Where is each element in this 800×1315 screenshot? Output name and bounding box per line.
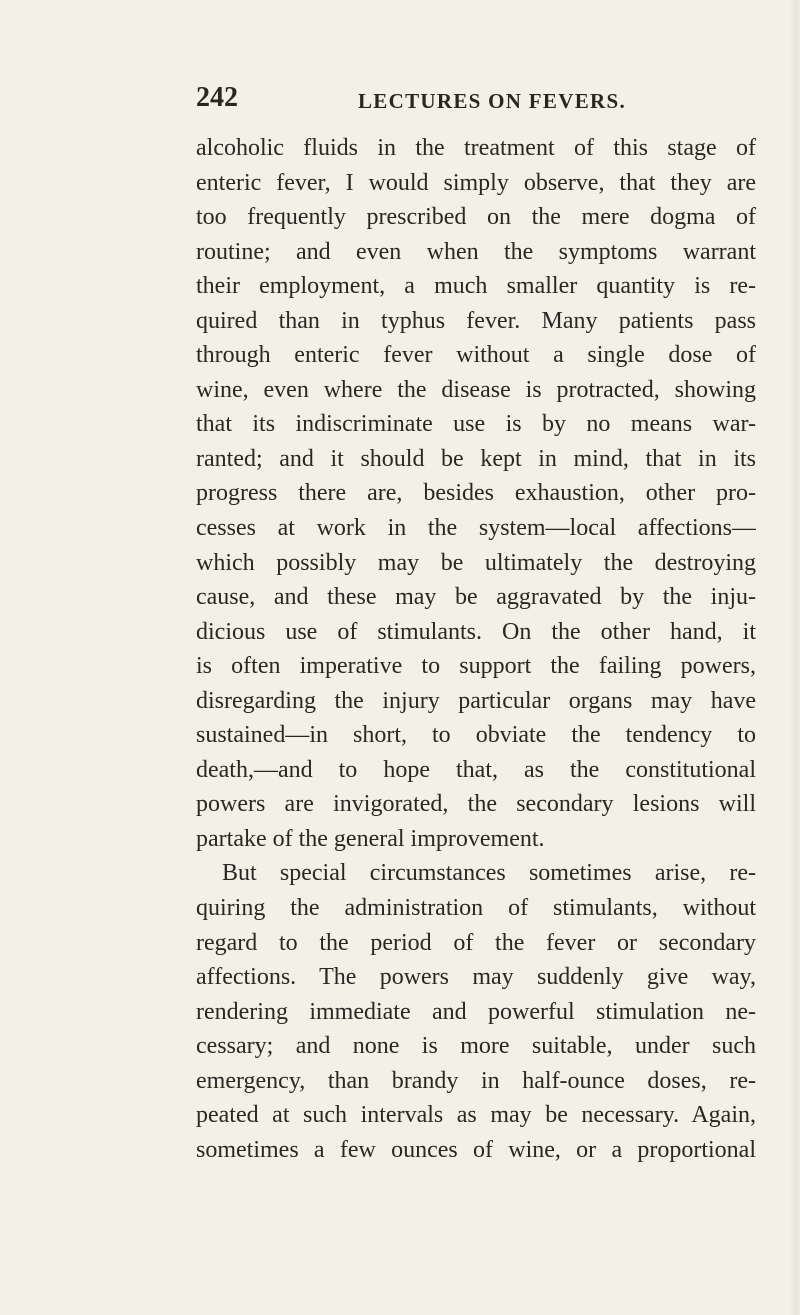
paragraph-end-line: partake of the general improvement.	[196, 825, 545, 852]
text-line: which possibly may be ultimately the destroying	[196, 549, 756, 576]
text-line: routine; and even when the symptoms warrant	[196, 238, 756, 265]
page-number: 242	[196, 82, 238, 113]
text-line: affections. The powers may suddenly give way,	[196, 964, 756, 991]
text-line: disregarding the injury particular organs may have	[196, 687, 756, 714]
text-line: wine, even where the disease is protracted, showing	[196, 376, 756, 403]
running-head: LECTURES ON FEVERS.	[358, 89, 627, 113]
text-line: too frequently prescribed on the mere dogma of	[196, 204, 756, 231]
text-line: cause, and these may be aggravated by the inju-	[196, 584, 756, 611]
paragraph-start-line: But special circumstances sometimes arise, re-	[222, 860, 756, 887]
text-line: progress there are, besides exhaustion, other pro-	[196, 480, 756, 507]
body-text	[196, 131, 756, 1167]
text-line: rendering immediate and powerful stimulation ne-	[196, 998, 756, 1025]
text-line: quired than in typhus fever. Many patients pass	[196, 307, 756, 334]
text-line: emergency, than brandy in half-ounce doses, re-	[196, 1067, 756, 1094]
text-line: sustained—in short, to obviate the tendency to	[196, 722, 756, 749]
text-line: quiring the administration of stimulants, without	[196, 895, 756, 922]
text-line: through enteric fever without a single dose of	[196, 342, 756, 369]
text-line: sometimes a few ounces of wine, or a proportional	[196, 1136, 756, 1163]
text-line: their employment, a much smaller quantity is re-	[196, 273, 756, 300]
text-line: is often imperative to support the failing powers,	[196, 653, 756, 680]
text-line: peated at such intervals as may be necessary. Again,	[196, 1102, 756, 1129]
text-line: cesses at work in the system—local affections—	[196, 515, 756, 542]
text-line: alcoholic fluids in the treatment of this stage of	[196, 135, 756, 161]
page-header	[196, 80, 756, 116]
text-line: enteric fever, I would simply observe, that they are	[196, 169, 756, 196]
text-line: regard to the period of the fever or secondary	[196, 929, 756, 956]
text-line: ranted; and it should be kept in mind, that in its	[196, 445, 756, 472]
text-line: that its indiscriminate use is by no means war-	[196, 411, 756, 438]
text-line: cessary; and none is more suitable, under such	[196, 1033, 756, 1060]
text-line: powers are invigorated, the secondary lesions will	[196, 791, 756, 818]
text-line: dicious use of stimulants. On the other hand, it	[196, 618, 756, 645]
text-line: death,—and to hope that, as the constitutional	[196, 756, 756, 783]
page-edge-shadow	[790, 0, 800, 1315]
